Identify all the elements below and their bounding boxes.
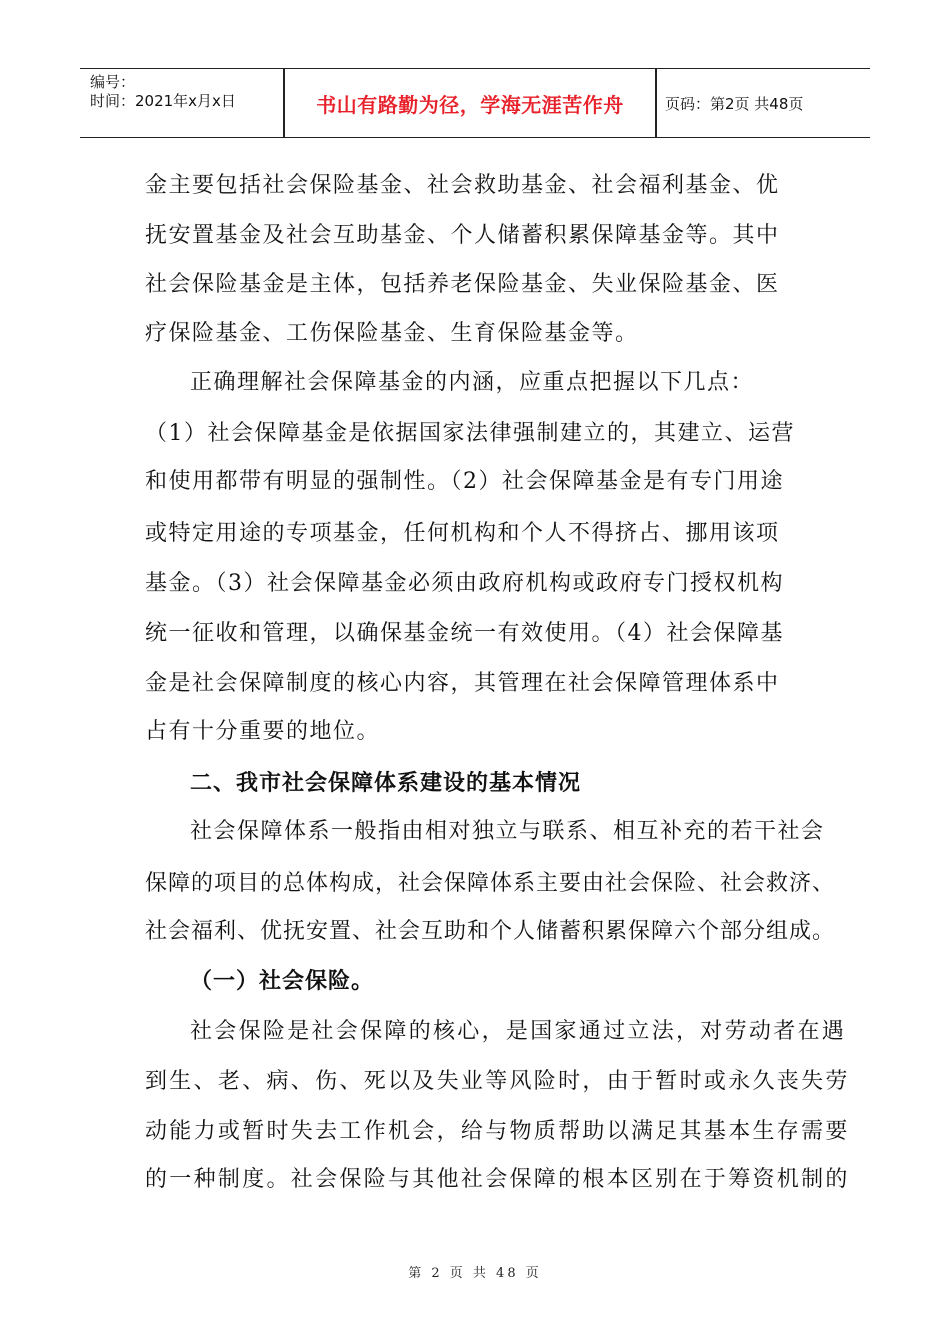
paragraph-line: 和使用都带有明显的强制性。（2）社会保障基金是有专门用途 [145,469,784,494]
paragraph-line: 社会保险是社会保障的核心，是国家通过立法，对劳动者在遇 [190,1019,847,1044]
paragraph-line: 到生、老、病、伤、死以及失业等风险时，由于暂时或永久丧失劳 [145,1069,850,1094]
header-meta-cell [80,69,283,137]
header-page-info: 页码：第2页 共48页 [665,94,804,113]
paragraph-line: 统一征收和管理，以确保基金统一有效使用。（4）社会保障基 [145,621,784,646]
document-header [80,68,870,138]
paragraph-line: 金主要包括社会保险基金、社会救助基金、社会福利基金、优 [145,173,780,198]
paragraph-line: 社会保障体系一般指由相对独立与联系、相互补充的若干社会 [190,819,825,844]
paragraph-line: 社会福利、优抚安置、社会互助和个人储蓄积累保障六个部分组成。 [145,919,836,944]
paragraph-line: 疗保险基金、工伤保险基金、生育保险基金等。 [145,321,639,346]
paragraph-line: 抚安置基金及社会互助基金、个人储蓄积累保障基金等。其中 [145,223,780,248]
header-motto: 书山有路勤为径，学海无涯苦作舟 [316,92,624,117]
section-heading: 二、我市社会保障体系建设的基本情况 [190,771,582,796]
subsection-heading: （一）社会保险。 [190,969,375,994]
number-label: 编号： [90,73,136,91]
time-label: 时间：2021年x月x日 [90,92,236,110]
paragraph-line: 的一种制度。社会保险与其他社会保障的根本区别在于筹资机制的 [145,1167,850,1192]
paragraph-line: 基金。（3）社会保障基金必须由政府机构或政府专门授权机构 [145,571,784,596]
paragraph-line: 动能力或暂时失去工作机会，给与物质帮助以满足其基本生存需要 [145,1119,850,1144]
paragraph-line: 或特定用途的专项基金，任何机构和个人不得挤占、挪用该项 [145,521,780,546]
paragraph-line: 占有十分重要的地位。 [145,719,381,744]
paragraph-line: （1）社会保障基金是依据国家法律强制建立的，其建立、运营 [145,421,795,446]
page-footer: 第 2 页 共 48 页 [408,1266,542,1281]
paragraph-line: 金是社会保障制度的核心内容，其管理在社会保障管理体系中 [145,671,780,696]
header-divider [655,69,657,137]
paragraph-line: 保障的项目的总体构成，社会保障体系主要由社会保险、社会救济、 [145,871,836,896]
paragraph-line: 正确理解社会保障基金的内涵，应重点把握以下几点： [190,370,755,395]
paragraph-line: 社会保险基金是主体，包括养老保险基金、失业保险基金、医 [145,272,780,297]
